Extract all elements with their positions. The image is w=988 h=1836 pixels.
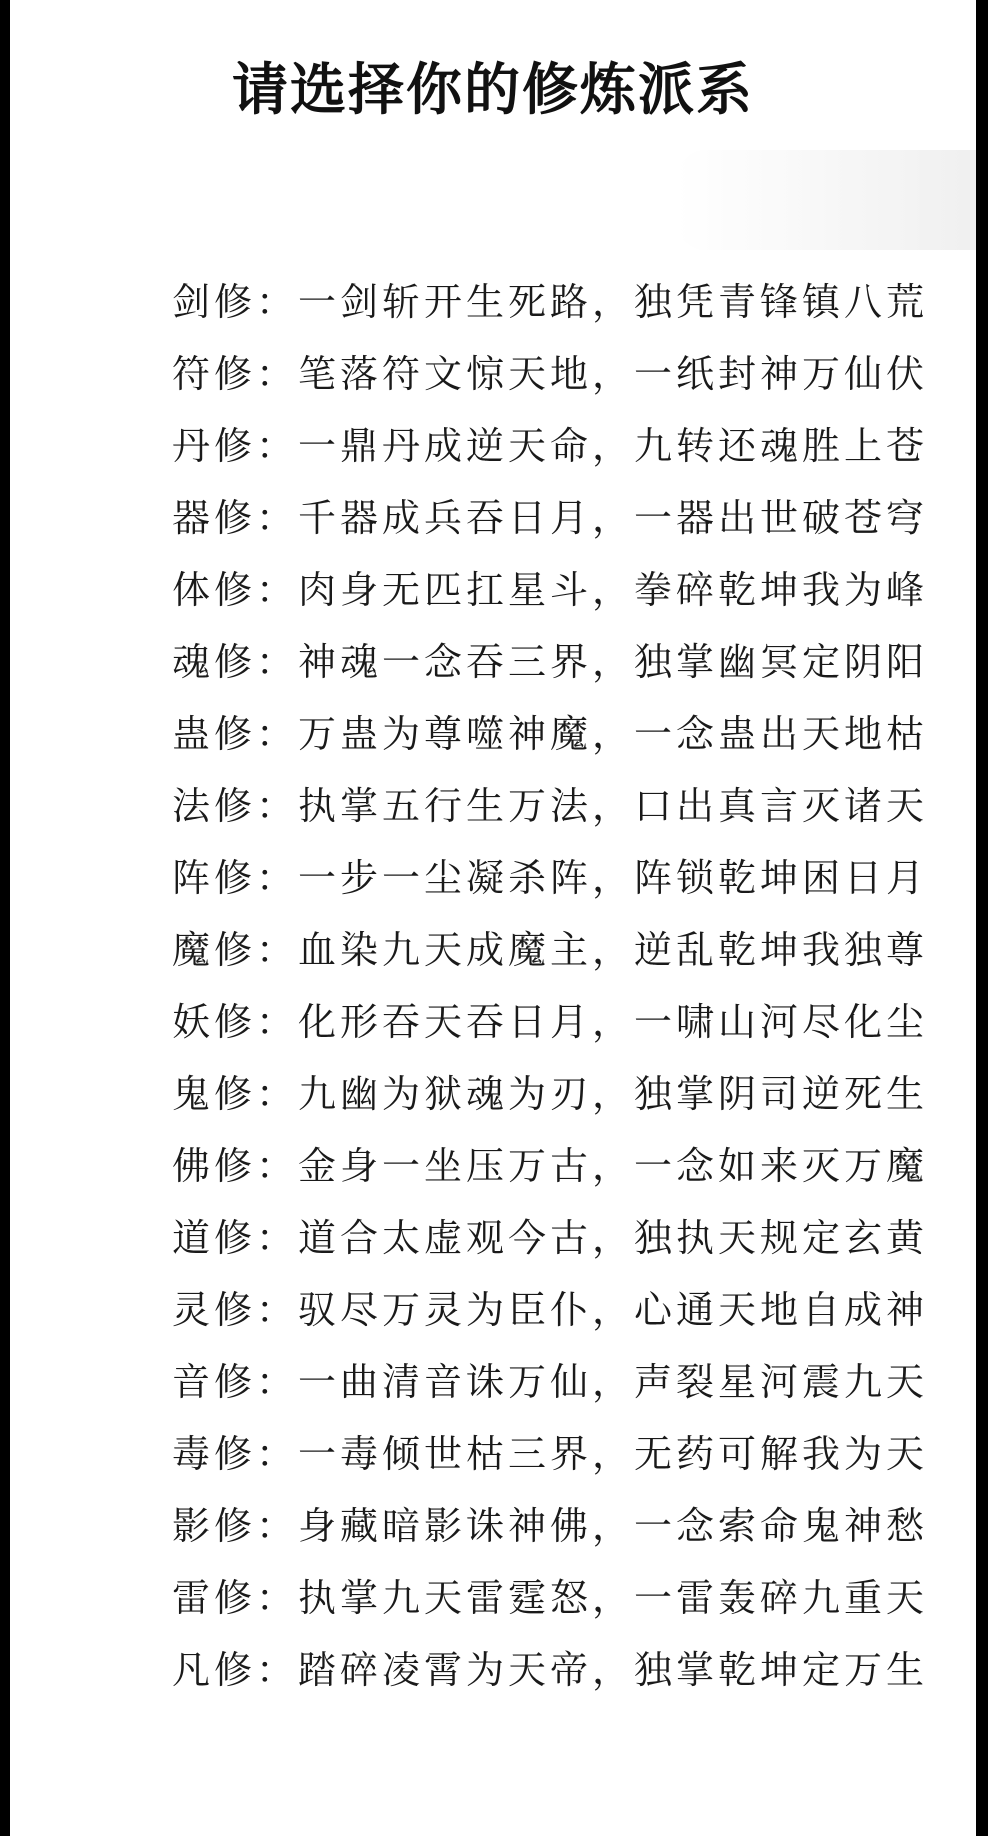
sect-colon: ： [256, 1503, 299, 1548]
sect-verse: 金身一坐压万古，一念如来灭万魔 [298, 1143, 929, 1188]
sect-name: 音修 [172, 1359, 257, 1404]
sect-verse: 道合太虚观今古，独执天规定玄黄 [298, 1215, 929, 1260]
sect-colon: ： [256, 1215, 299, 1260]
sect-row [172, 1270, 932, 1342]
sect-verse: 身藏暗影诛神佛，一念索命鬼神愁 [298, 1503, 929, 1548]
sect-colon: ： [256, 999, 299, 1044]
sect-colon: ： [256, 783, 299, 828]
sect-verse: 肉身无匹扛星斗，拳碎乾坤我为峰 [298, 567, 929, 612]
sect-row [172, 262, 932, 334]
sect-row [172, 550, 932, 622]
sect-name: 丹修 [172, 423, 257, 468]
sect-name: 魂修 [172, 639, 257, 684]
sect-row [172, 766, 932, 838]
sect-name: 鬼修 [172, 1071, 257, 1116]
sect-row [172, 1414, 932, 1486]
sect-row [172, 1486, 932, 1558]
sect-row [172, 406, 932, 478]
sect-verse: 踏碎凌霄为天帝，独掌乾坤定万生 [298, 1647, 929, 1692]
sect-name: 法修 [172, 783, 257, 828]
sect-verse: 一步一尘凝杀阵，阵锁乾坤困日月 [298, 855, 929, 900]
sect-name: 体修 [172, 567, 257, 612]
sect-verse: 一鼎丹成逆天命，九转还魂胜上苍 [298, 423, 929, 468]
sect-verse: 执掌九天雷霆怒，一雷轰碎九重天 [298, 1575, 929, 1620]
sect-name: 雷修 [172, 1575, 257, 1620]
sect-name: 器修 [172, 495, 257, 540]
sect-row [172, 982, 932, 1054]
sect-row [172, 1342, 932, 1414]
sect-name: 影修 [172, 1503, 257, 1548]
sect-colon: ： [256, 567, 299, 612]
sect-row [172, 1054, 932, 1126]
sect-colon: ： [256, 351, 299, 396]
sect-verse: 笔落符文惊天地，一纸封神万仙伏 [298, 351, 929, 396]
sect-name: 毒修 [172, 1431, 257, 1476]
sect-row [172, 1198, 932, 1270]
document-page [10, 0, 976, 1836]
sect-colon: ： [256, 711, 299, 756]
sect-row [172, 1558, 932, 1630]
screen-glare [676, 150, 976, 250]
sect-name: 妖修 [172, 999, 257, 1044]
sect-name: 佛修 [172, 1143, 257, 1188]
sect-name: 魔修 [172, 927, 257, 972]
sect-row [172, 622, 932, 694]
sect-colon: ： [256, 1647, 299, 1692]
sect-colon: ： [256, 639, 299, 684]
sect-colon: ： [256, 927, 299, 972]
sect-row [172, 334, 932, 406]
sect-verse: 千器成兵吞日月，一器出世破苍穹 [298, 495, 929, 540]
sect-colon: ： [256, 1431, 299, 1476]
sect-verse: 九幽为狱魂为刃，独掌阴司逆死生 [298, 1071, 929, 1116]
sect-name: 剑修 [172, 279, 257, 324]
sect-row [172, 1630, 932, 1702]
sect-name: 阵修 [172, 855, 257, 900]
sect-name: 灵修 [172, 1287, 257, 1332]
sect-verse: 执掌五行生万法，口出真言灭诸天 [298, 783, 929, 828]
sect-colon: ： [256, 1287, 299, 1332]
sect-verse: 一曲清音诛万仙，声裂星河震九天 [298, 1359, 929, 1404]
sect-row [172, 1126, 932, 1198]
sect-verse: 一剑斩开生死路，独凭青锋镇八荒 [298, 279, 929, 324]
sect-verse: 驭尽万灵为臣仆，心通天地自成神 [298, 1287, 929, 1332]
sect-colon: ： [256, 1575, 299, 1620]
page-title: 请选择你的修炼派系 [232, 57, 754, 123]
sect-row [172, 838, 932, 910]
sect-list [172, 262, 932, 1702]
sect-verse: 万蛊为尊噬神魔，一念蛊出天地枯 [298, 711, 929, 756]
sect-colon: ： [256, 495, 299, 540]
sect-colon: ： [256, 855, 299, 900]
sect-colon: ： [256, 1359, 299, 1404]
sect-row [172, 694, 932, 766]
sect-name: 凡修 [172, 1647, 257, 1692]
sect-row [172, 910, 932, 982]
sect-colon: ： [256, 279, 299, 324]
sect-colon: ： [256, 1143, 299, 1188]
sect-name: 蛊修 [172, 711, 257, 756]
sect-verse: 一毒倾世枯三界，无药可解我为天 [298, 1431, 929, 1476]
sect-row [172, 478, 932, 550]
sect-colon: ： [256, 423, 299, 468]
sect-verse: 化形吞天吞日月，一啸山河尽化尘 [298, 999, 929, 1044]
sect-verse: 神魂一念吞三界，独掌幽冥定阴阳 [298, 639, 929, 684]
sect-name: 道修 [172, 1215, 257, 1260]
sect-verse: 血染九天成魔主，逆乱乾坤我独尊 [298, 927, 929, 972]
sect-colon: ： [256, 1071, 299, 1116]
sect-name: 符修 [172, 351, 257, 396]
